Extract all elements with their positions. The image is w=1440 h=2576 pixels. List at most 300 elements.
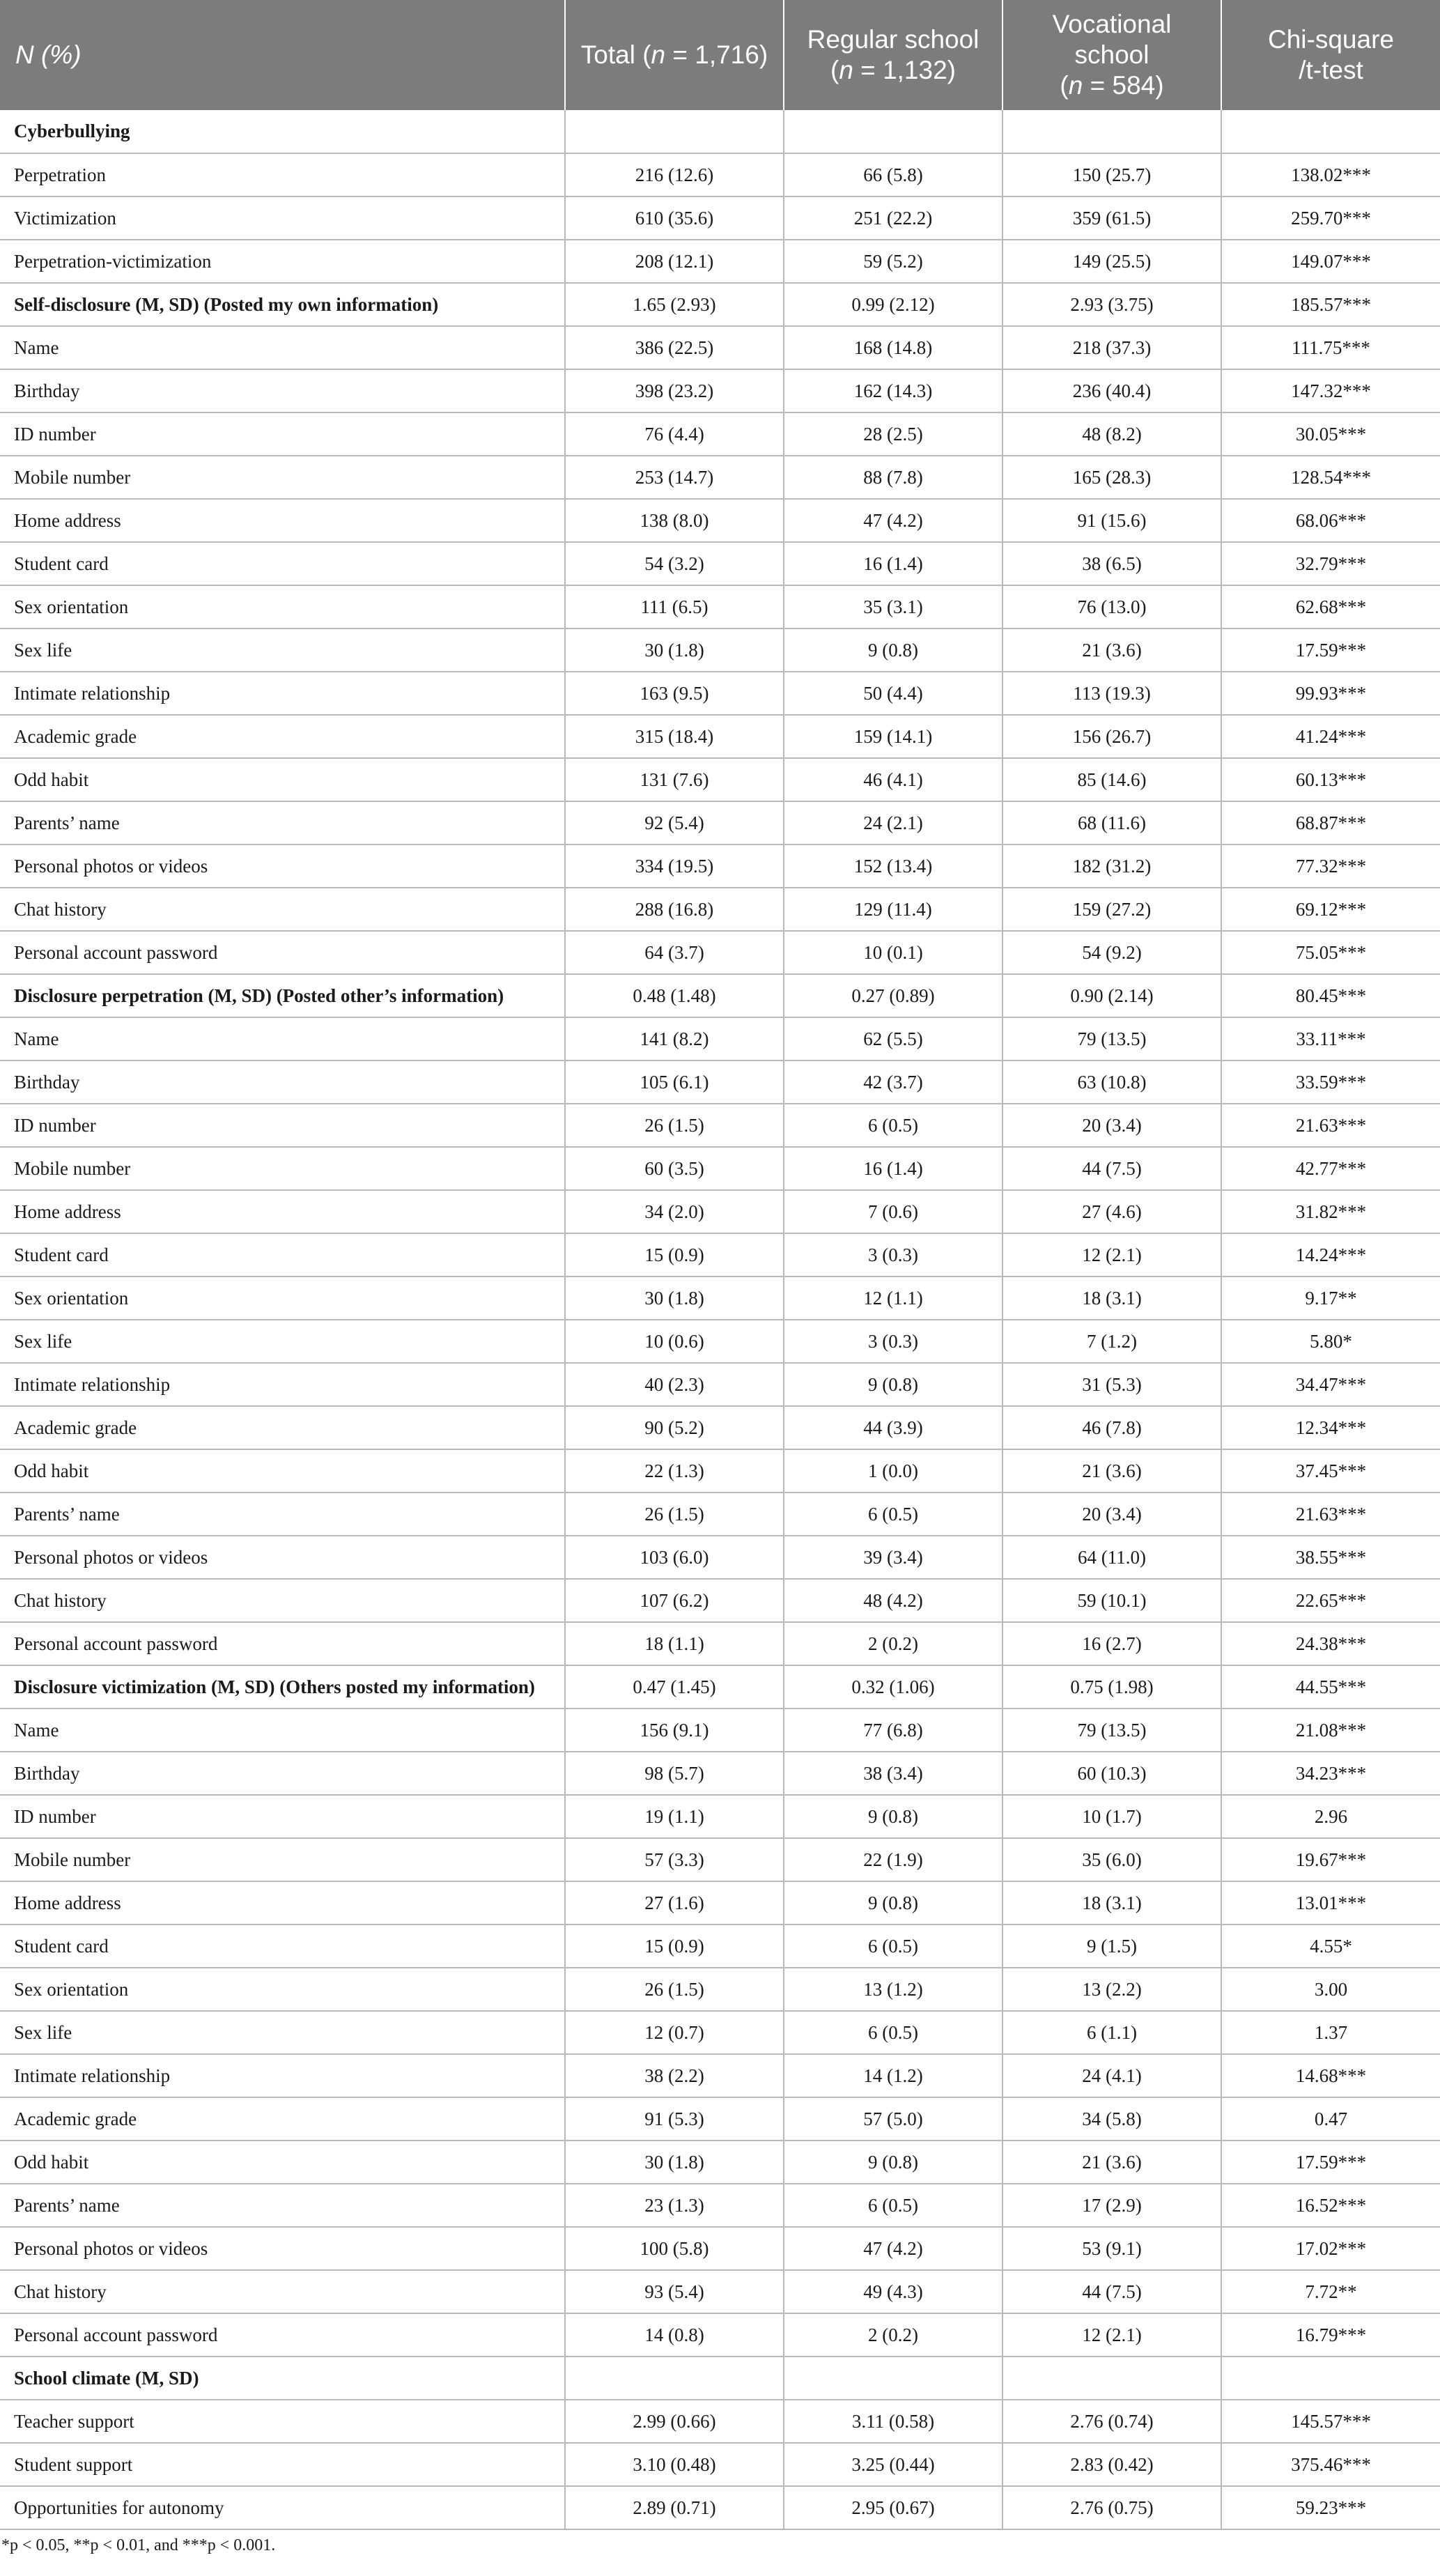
total-cell: 40 (2.3) bbox=[565, 1363, 784, 1406]
chi-square-cell: 185.57*** bbox=[1221, 283, 1440, 326]
chi-square-cell: 259.70*** bbox=[1221, 196, 1440, 240]
chi-square-cell: 7.72** bbox=[1221, 2270, 1440, 2313]
header-regular-school: Regular school (n = 1,132) bbox=[784, 0, 1002, 110]
row-label: Chat history bbox=[0, 2270, 565, 2313]
row-label: Opportunities for autonomy bbox=[0, 2486, 565, 2529]
row-label: Name bbox=[0, 1017, 565, 1061]
section-row bbox=[0, 2357, 1440, 2400]
row-label: Sex life bbox=[0, 1320, 565, 1363]
regular-cell: 35 (3.1) bbox=[784, 585, 1002, 628]
vocational-cell: 12 (2.1) bbox=[1002, 2313, 1221, 2357]
row-label: Personal photos or videos bbox=[0, 2227, 565, 2270]
vocational-cell: 2.93 (3.75) bbox=[1002, 283, 1221, 326]
table-row bbox=[0, 2141, 1440, 2184]
regular-cell bbox=[784, 110, 1002, 153]
chi-square-cell: 17.59*** bbox=[1221, 628, 1440, 672]
regular-cell: 6 (0.5) bbox=[784, 1925, 1002, 1968]
total-cell: 138 (8.0) bbox=[565, 499, 784, 542]
table-row bbox=[0, 1320, 1440, 1363]
chi-square-cell: 37.45*** bbox=[1221, 1449, 1440, 1493]
chi-square-cell: 13.01*** bbox=[1221, 1881, 1440, 1925]
total-cell: 288 (16.8) bbox=[565, 888, 784, 931]
section-row bbox=[0, 1665, 1440, 1709]
table-row bbox=[0, 1104, 1440, 1147]
chi-square-cell: 12.34*** bbox=[1221, 1406, 1440, 1449]
regular-cell bbox=[784, 2357, 1002, 2400]
row-label: Academic grade bbox=[0, 1406, 565, 1449]
row-label: Parents’ name bbox=[0, 801, 565, 844]
table-row bbox=[0, 1709, 1440, 1752]
row-label: Parents’ name bbox=[0, 1493, 565, 1536]
row-label: Academic grade bbox=[0, 715, 565, 758]
total-cell: 141 (8.2) bbox=[565, 1017, 784, 1061]
row-label: ID number bbox=[0, 1795, 565, 1838]
table-row bbox=[0, 2097, 1440, 2141]
vocational-cell: 85 (14.6) bbox=[1002, 758, 1221, 801]
row-label: Disclosure perpetration (M, SD) (Posted other’s information) bbox=[0, 974, 565, 1017]
regular-cell: 7 (0.6) bbox=[784, 1190, 1002, 1233]
total-cell: 14 (0.8) bbox=[565, 2313, 784, 2357]
row-label: Sex life bbox=[0, 628, 565, 672]
regular-cell: 12 (1.1) bbox=[784, 1277, 1002, 1320]
vocational-cell: 10 (1.7) bbox=[1002, 1795, 1221, 1838]
vocational-cell: 2.76 (0.74) bbox=[1002, 2400, 1221, 2443]
vocational-cell: 31 (5.3) bbox=[1002, 1363, 1221, 1406]
chi-square-cell bbox=[1221, 2357, 1440, 2400]
regular-cell: 16 (1.4) bbox=[784, 1147, 1002, 1190]
row-label: Student support bbox=[0, 2443, 565, 2486]
row-label: Self-disclosure (M, SD) (Posted my own information) bbox=[0, 283, 565, 326]
regular-cell: 3 (0.3) bbox=[784, 1233, 1002, 1277]
vocational-cell: 159 (27.2) bbox=[1002, 888, 1221, 931]
header-total: Total (n = 1,716) bbox=[565, 0, 784, 110]
table-row bbox=[0, 1925, 1440, 1968]
row-label: Odd habit bbox=[0, 2141, 565, 2184]
vocational-cell bbox=[1002, 110, 1221, 153]
row-label: Cyberbullying bbox=[0, 110, 565, 153]
chi-square-cell: 60.13*** bbox=[1221, 758, 1440, 801]
table-row bbox=[0, 2011, 1440, 2054]
chi-square-cell: 33.11*** bbox=[1221, 1017, 1440, 1061]
regular-cell: 50 (4.4) bbox=[784, 672, 1002, 715]
regular-cell: 3 (0.3) bbox=[784, 1320, 1002, 1363]
total-cell: 91 (5.3) bbox=[565, 2097, 784, 2141]
vocational-cell: 113 (19.3) bbox=[1002, 672, 1221, 715]
total-cell: 15 (0.9) bbox=[565, 1233, 784, 1277]
row-label: ID number bbox=[0, 412, 565, 456]
row-label: Home address bbox=[0, 1881, 565, 1925]
vocational-cell: 165 (28.3) bbox=[1002, 456, 1221, 499]
total-cell: 1.65 (2.93) bbox=[565, 283, 784, 326]
chi-square-cell: 17.02*** bbox=[1221, 2227, 1440, 2270]
regular-cell: 88 (7.8) bbox=[784, 456, 1002, 499]
table-row bbox=[0, 1622, 1440, 1665]
row-label: Personal account password bbox=[0, 2313, 565, 2357]
total-cell: 156 (9.1) bbox=[565, 1709, 784, 1752]
table-row bbox=[0, 628, 1440, 672]
vocational-cell: 13 (2.2) bbox=[1002, 1968, 1221, 2011]
vocational-cell: 18 (3.1) bbox=[1002, 1277, 1221, 1320]
chi-square-cell: 34.47*** bbox=[1221, 1363, 1440, 1406]
vocational-cell: 54 (9.2) bbox=[1002, 931, 1221, 974]
row-label: Odd habit bbox=[0, 1449, 565, 1493]
row-label: Birthday bbox=[0, 369, 565, 412]
total-cell: 15 (0.9) bbox=[565, 1925, 784, 1968]
vocational-cell: 21 (3.6) bbox=[1002, 628, 1221, 672]
table-row bbox=[0, 2054, 1440, 2097]
table-row bbox=[0, 1277, 1440, 1320]
vocational-cell: 44 (7.5) bbox=[1002, 2270, 1221, 2313]
table-row bbox=[0, 412, 1440, 456]
total-cell: 57 (3.3) bbox=[565, 1838, 784, 1881]
vocational-cell: 236 (40.4) bbox=[1002, 369, 1221, 412]
regular-cell: 251 (22.2) bbox=[784, 196, 1002, 240]
chi-square-cell: 1.37 bbox=[1221, 2011, 1440, 2054]
vocational-cell: 218 (37.3) bbox=[1002, 326, 1221, 369]
table-row bbox=[0, 1752, 1440, 1795]
table-row bbox=[0, 2270, 1440, 2313]
total-cell: 216 (12.6) bbox=[565, 153, 784, 196]
total-cell: 34 (2.0) bbox=[565, 1190, 784, 1233]
regular-cell: 9 (0.8) bbox=[784, 1881, 1002, 1925]
row-label: Parents’ name bbox=[0, 2184, 565, 2227]
chi-square-cell: 62.68*** bbox=[1221, 585, 1440, 628]
regular-cell: 2 (0.2) bbox=[784, 1622, 1002, 1665]
total-cell: 0.47 (1.45) bbox=[565, 1665, 784, 1709]
vocational-cell: 20 (3.4) bbox=[1002, 1493, 1221, 1536]
row-label: Personal account password bbox=[0, 931, 565, 974]
vocational-cell: 0.90 (2.14) bbox=[1002, 974, 1221, 1017]
row-label: Personal account password bbox=[0, 1622, 565, 1665]
vocational-cell: 38 (6.5) bbox=[1002, 542, 1221, 585]
regular-cell: 49 (4.3) bbox=[784, 2270, 1002, 2313]
chi-square-cell: 128.54*** bbox=[1221, 456, 1440, 499]
total-cell: 253 (14.7) bbox=[565, 456, 784, 499]
vocational-cell: 68 (11.6) bbox=[1002, 801, 1221, 844]
total-cell: 90 (5.2) bbox=[565, 1406, 784, 1449]
table-row bbox=[0, 1968, 1440, 2011]
chi-square-cell: 77.32*** bbox=[1221, 844, 1440, 888]
table-row bbox=[0, 2486, 1440, 2529]
table-row bbox=[0, 1579, 1440, 1622]
row-label: Mobile number bbox=[0, 1838, 565, 1881]
row-label: Chat history bbox=[0, 1579, 565, 1622]
chi-square-cell: 145.57*** bbox=[1221, 2400, 1440, 2443]
row-label: Mobile number bbox=[0, 456, 565, 499]
total-cell: 105 (6.1) bbox=[565, 1061, 784, 1104]
vocational-cell: 359 (61.5) bbox=[1002, 196, 1221, 240]
total-cell: 100 (5.8) bbox=[565, 2227, 784, 2270]
regular-cell: 13 (1.2) bbox=[784, 1968, 1002, 2011]
total-cell: 107 (6.2) bbox=[565, 1579, 784, 1622]
vocational-cell: 91 (15.6) bbox=[1002, 499, 1221, 542]
chi-square-cell: 75.05*** bbox=[1221, 931, 1440, 974]
regular-cell: 3.25 (0.44) bbox=[784, 2443, 1002, 2486]
total-cell bbox=[565, 110, 784, 153]
total-cell: 2.89 (0.71) bbox=[565, 2486, 784, 2529]
table-row bbox=[0, 1449, 1440, 1493]
vocational-cell: 59 (10.1) bbox=[1002, 1579, 1221, 1622]
row-label: Student card bbox=[0, 1925, 565, 1968]
chi-square-cell: 111.75*** bbox=[1221, 326, 1440, 369]
table-row bbox=[0, 542, 1440, 585]
chi-square-cell: 9.17** bbox=[1221, 1277, 1440, 1320]
row-label: Intimate relationship bbox=[0, 2054, 565, 2097]
vocational-cell: 24 (4.1) bbox=[1002, 2054, 1221, 2097]
row-label: Sex orientation bbox=[0, 1277, 565, 1320]
row-label: Victimization bbox=[0, 196, 565, 240]
chi-square-cell: 59.23*** bbox=[1221, 2486, 1440, 2529]
regular-cell: 77 (6.8) bbox=[784, 1709, 1002, 1752]
table-row bbox=[0, 2443, 1440, 2486]
regular-cell: 2.95 (0.67) bbox=[784, 2486, 1002, 2529]
vocational-cell: 60 (10.3) bbox=[1002, 1752, 1221, 1795]
regular-cell: 1 (0.0) bbox=[784, 1449, 1002, 1493]
table-row bbox=[0, 585, 1440, 628]
chi-square-cell: 2.96 bbox=[1221, 1795, 1440, 1838]
chi-square-cell: 19.67*** bbox=[1221, 1838, 1440, 1881]
vocational-cell: 76 (13.0) bbox=[1002, 585, 1221, 628]
chi-square-cell: 21.63*** bbox=[1221, 1493, 1440, 1536]
chi-square-cell: 3.00 bbox=[1221, 1968, 1440, 2011]
regular-cell: 168 (14.8) bbox=[784, 326, 1002, 369]
chi-square-cell: 5.80* bbox=[1221, 1320, 1440, 1363]
row-label: Name bbox=[0, 326, 565, 369]
vocational-cell: 150 (25.7) bbox=[1002, 153, 1221, 196]
regular-cell: 6 (0.5) bbox=[784, 1104, 1002, 1147]
table-row bbox=[0, 499, 1440, 542]
chi-square-cell: 41.24*** bbox=[1221, 715, 1440, 758]
section-row bbox=[0, 283, 1440, 326]
row-label: Birthday bbox=[0, 1061, 565, 1104]
table-row bbox=[0, 1795, 1440, 1838]
row-label: Personal photos or videos bbox=[0, 844, 565, 888]
total-cell: 131 (7.6) bbox=[565, 758, 784, 801]
total-cell: 26 (1.5) bbox=[565, 1493, 784, 1536]
vocational-cell: 16 (2.7) bbox=[1002, 1622, 1221, 1665]
vocational-cell: 149 (25.5) bbox=[1002, 240, 1221, 283]
table-row bbox=[0, 1147, 1440, 1190]
regular-cell: 16 (1.4) bbox=[784, 542, 1002, 585]
table-row bbox=[0, 240, 1440, 283]
vocational-cell: 2.76 (0.75) bbox=[1002, 2486, 1221, 2529]
total-cell: 92 (5.4) bbox=[565, 801, 784, 844]
total-cell: 19 (1.1) bbox=[565, 1795, 784, 1838]
chi-square-cell: 30.05*** bbox=[1221, 412, 1440, 456]
row-label: Academic grade bbox=[0, 2097, 565, 2141]
chi-square-cell: 68.06*** bbox=[1221, 499, 1440, 542]
row-label: Odd habit bbox=[0, 758, 565, 801]
vocational-cell: 79 (13.5) bbox=[1002, 1709, 1221, 1752]
total-cell: 315 (18.4) bbox=[565, 715, 784, 758]
row-label: Birthday bbox=[0, 1752, 565, 1795]
chi-square-cell: 68.87*** bbox=[1221, 801, 1440, 844]
table-row bbox=[0, 931, 1440, 974]
vocational-cell: 64 (11.0) bbox=[1002, 1536, 1221, 1579]
total-cell: 334 (19.5) bbox=[565, 844, 784, 888]
regular-cell: 162 (14.3) bbox=[784, 369, 1002, 412]
chi-square-cell: 0.47 bbox=[1221, 2097, 1440, 2141]
chi-square-cell: 4.55* bbox=[1221, 1925, 1440, 1968]
row-label: Mobile number bbox=[0, 1147, 565, 1190]
table-row bbox=[0, 196, 1440, 240]
chi-square-cell: 31.82*** bbox=[1221, 1190, 1440, 1233]
total-cell: 64 (3.7) bbox=[565, 931, 784, 974]
header-n-percent: N (%) bbox=[0, 0, 565, 110]
total-cell: 386 (22.5) bbox=[565, 326, 784, 369]
regular-cell: 48 (4.2) bbox=[784, 1579, 1002, 1622]
chi-square-cell: 42.77*** bbox=[1221, 1147, 1440, 1190]
row-label: Sex orientation bbox=[0, 1968, 565, 2011]
table-row bbox=[0, 1233, 1440, 1277]
total-cell: 22 (1.3) bbox=[565, 1449, 784, 1493]
table-row bbox=[0, 369, 1440, 412]
regular-cell: 14 (1.2) bbox=[784, 2054, 1002, 2097]
row-label: Sex orientation bbox=[0, 585, 565, 628]
total-cell: 208 (12.1) bbox=[565, 240, 784, 283]
total-cell: 26 (1.5) bbox=[565, 1104, 784, 1147]
table-row bbox=[0, 1061, 1440, 1104]
vocational-cell: 35 (6.0) bbox=[1002, 1838, 1221, 1881]
total-cell: 60 (3.5) bbox=[565, 1147, 784, 1190]
chi-square-cell: 14.24*** bbox=[1221, 1233, 1440, 1277]
chi-square-cell: 32.79*** bbox=[1221, 542, 1440, 585]
chi-square-cell: 14.68*** bbox=[1221, 2054, 1440, 2097]
vocational-cell: 21 (3.6) bbox=[1002, 1449, 1221, 1493]
total-cell: 23 (1.3) bbox=[565, 2184, 784, 2227]
vocational-cell: 44 (7.5) bbox=[1002, 1147, 1221, 1190]
total-cell bbox=[565, 2357, 784, 2400]
vocational-cell: 17 (2.9) bbox=[1002, 2184, 1221, 2227]
regular-cell: 0.32 (1.06) bbox=[784, 1665, 1002, 1709]
table-row bbox=[0, 456, 1440, 499]
table-row bbox=[0, 1838, 1440, 1881]
table-row bbox=[0, 2227, 1440, 2270]
table-row bbox=[0, 758, 1440, 801]
total-cell: 2.99 (0.66) bbox=[565, 2400, 784, 2443]
total-cell: 18 (1.1) bbox=[565, 1622, 784, 1665]
regular-cell: 9 (0.8) bbox=[784, 1363, 1002, 1406]
vocational-cell: 27 (4.6) bbox=[1002, 1190, 1221, 1233]
regular-cell: 62 (5.5) bbox=[784, 1017, 1002, 1061]
table-row bbox=[0, 2400, 1440, 2443]
regular-cell: 0.27 (0.89) bbox=[784, 974, 1002, 1017]
vocational-cell: 9 (1.5) bbox=[1002, 1925, 1221, 1968]
row-label: Personal photos or videos bbox=[0, 1536, 565, 1579]
vocational-cell: 79 (13.5) bbox=[1002, 1017, 1221, 1061]
regular-cell: 10 (0.1) bbox=[784, 931, 1002, 974]
section-row bbox=[0, 974, 1440, 1017]
vocational-cell: 63 (10.8) bbox=[1002, 1061, 1221, 1104]
total-cell: 103 (6.0) bbox=[565, 1536, 784, 1579]
chi-square-cell: 22.65*** bbox=[1221, 1579, 1440, 1622]
total-cell: 93 (5.4) bbox=[565, 2270, 784, 2313]
row-label: Student card bbox=[0, 1233, 565, 1277]
row-label: School climate (M, SD) bbox=[0, 2357, 565, 2400]
vocational-cell: 2.83 (0.42) bbox=[1002, 2443, 1221, 2486]
vocational-cell: 53 (9.1) bbox=[1002, 2227, 1221, 2270]
total-cell: 398 (23.2) bbox=[565, 369, 784, 412]
row-label: Perpetration bbox=[0, 153, 565, 196]
chi-square-cell: 147.32*** bbox=[1221, 369, 1440, 412]
regular-cell: 39 (3.4) bbox=[784, 1536, 1002, 1579]
regular-cell: 9 (0.8) bbox=[784, 2141, 1002, 2184]
section-row bbox=[0, 110, 1440, 153]
vocational-cell: 6 (1.1) bbox=[1002, 2011, 1221, 2054]
regular-cell: 152 (13.4) bbox=[784, 844, 1002, 888]
regular-cell: 66 (5.8) bbox=[784, 153, 1002, 196]
table-header bbox=[0, 0, 1440, 110]
row-label: Disclosure victimization (M, SD) (Others posted my information) bbox=[0, 1665, 565, 1709]
table-row bbox=[0, 153, 1440, 196]
row-label: Perpetration-victimization bbox=[0, 240, 565, 283]
chi-square-cell: 16.79*** bbox=[1221, 2313, 1440, 2357]
regular-cell: 46 (4.1) bbox=[784, 758, 1002, 801]
row-label: Sex life bbox=[0, 2011, 565, 2054]
total-cell: 3.10 (0.48) bbox=[565, 2443, 784, 2486]
chi-square-cell: 80.45*** bbox=[1221, 974, 1440, 1017]
total-cell: 30 (1.8) bbox=[565, 628, 784, 672]
table-row bbox=[0, 1406, 1440, 1449]
table-row bbox=[0, 888, 1440, 931]
regular-cell: 6 (0.5) bbox=[784, 2011, 1002, 2054]
vocational-cell: 34 (5.8) bbox=[1002, 2097, 1221, 2141]
vocational-cell: 46 (7.8) bbox=[1002, 1406, 1221, 1449]
total-cell: 163 (9.5) bbox=[565, 672, 784, 715]
total-cell: 111 (6.5) bbox=[565, 585, 784, 628]
chi-square-cell: 33.59*** bbox=[1221, 1061, 1440, 1104]
regular-cell: 47 (4.2) bbox=[784, 499, 1002, 542]
chi-square-cell: 21.08*** bbox=[1221, 1709, 1440, 1752]
regular-cell: 0.99 (2.12) bbox=[784, 283, 1002, 326]
total-cell: 26 (1.5) bbox=[565, 1968, 784, 2011]
vocational-cell: 18 (3.1) bbox=[1002, 1881, 1221, 1925]
regular-cell: 3.11 (0.58) bbox=[784, 2400, 1002, 2443]
total-cell: 12 (0.7) bbox=[565, 2011, 784, 2054]
table-row bbox=[0, 801, 1440, 844]
header-chi-square: Chi-square /t-test bbox=[1221, 0, 1440, 110]
row-label: Home address bbox=[0, 499, 565, 542]
total-cell: 0.48 (1.48) bbox=[565, 974, 784, 1017]
regular-cell: 24 (2.1) bbox=[784, 801, 1002, 844]
row-label: Teacher support bbox=[0, 2400, 565, 2443]
total-cell: 30 (1.8) bbox=[565, 1277, 784, 1320]
table-row bbox=[0, 1881, 1440, 1925]
vocational-cell: 182 (31.2) bbox=[1002, 844, 1221, 888]
vocational-cell: 20 (3.4) bbox=[1002, 1104, 1221, 1147]
row-label: Name bbox=[0, 1709, 565, 1752]
total-cell: 54 (3.2) bbox=[565, 542, 784, 585]
table-row bbox=[0, 2313, 1440, 2357]
row-label: ID number bbox=[0, 1104, 565, 1147]
total-cell: 610 (35.6) bbox=[565, 196, 784, 240]
chi-square-cell: 17.59*** bbox=[1221, 2141, 1440, 2184]
row-label: Chat history bbox=[0, 888, 565, 931]
regular-cell: 6 (0.5) bbox=[784, 1493, 1002, 1536]
total-cell: 76 (4.4) bbox=[565, 412, 784, 456]
regular-cell: 9 (0.8) bbox=[784, 1795, 1002, 1838]
regular-cell: 59 (5.2) bbox=[784, 240, 1002, 283]
table-row bbox=[0, 715, 1440, 758]
chi-square-cell: 16.52*** bbox=[1221, 2184, 1440, 2227]
regular-cell: 38 (3.4) bbox=[784, 1752, 1002, 1795]
chi-square-cell: 34.23*** bbox=[1221, 1752, 1440, 1795]
regular-cell: 44 (3.9) bbox=[784, 1406, 1002, 1449]
regular-cell: 2 (0.2) bbox=[784, 2313, 1002, 2357]
regular-cell: 159 (14.1) bbox=[784, 715, 1002, 758]
regular-cell: 22 (1.9) bbox=[784, 1838, 1002, 1881]
vocational-cell: 156 (26.7) bbox=[1002, 715, 1221, 758]
